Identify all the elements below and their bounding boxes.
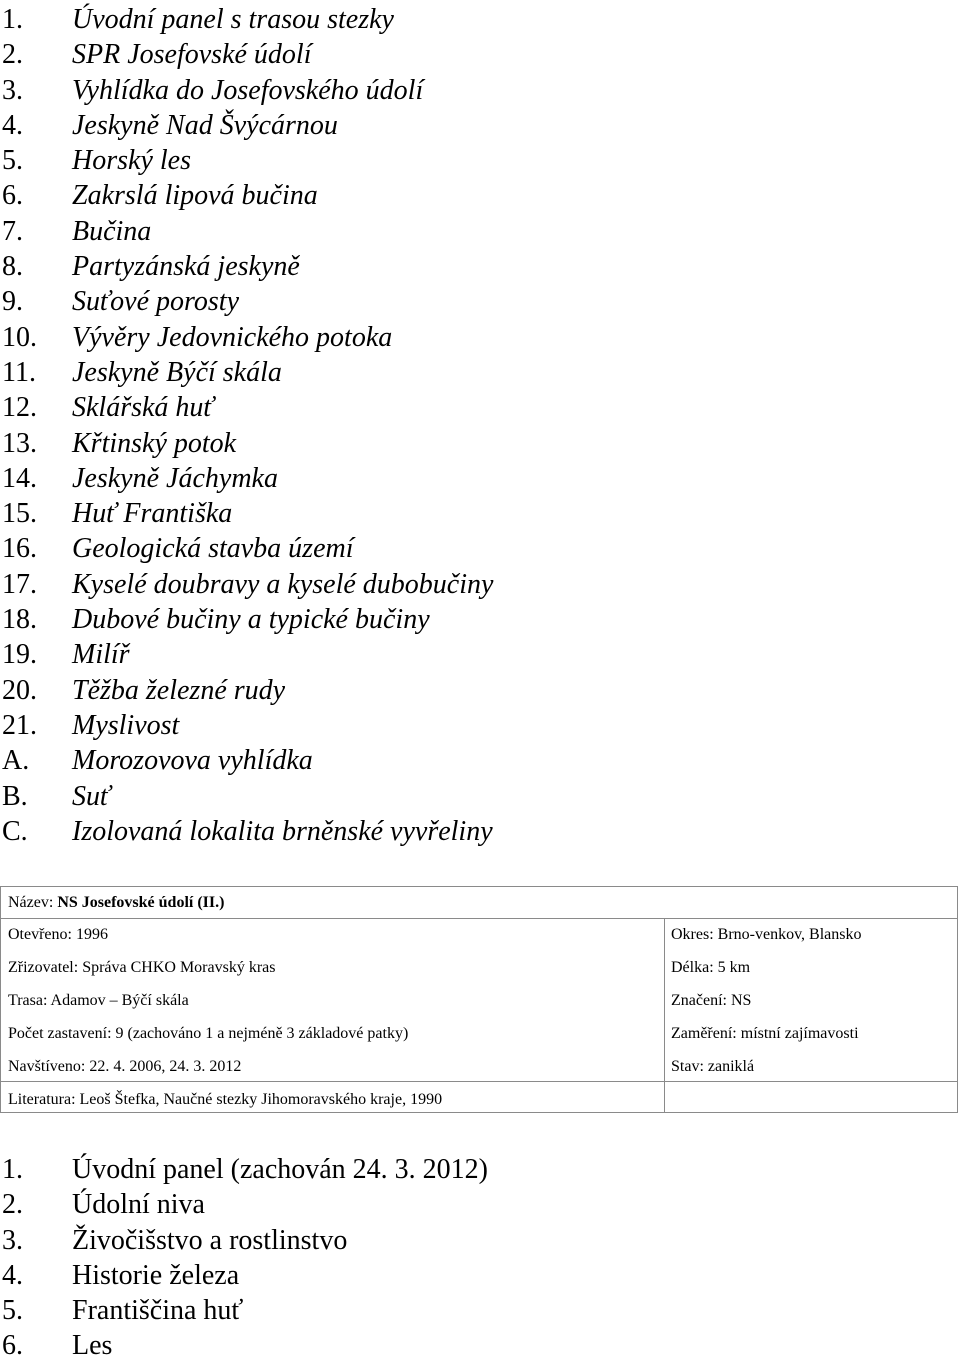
- list-item-text: Zakrslá lipová bučina: [72, 180, 318, 212]
- list-item-text: Úvodní panel (zachován 24. 3. 2012): [72, 1154, 488, 1185]
- list-item-number: 8.: [2, 251, 23, 283]
- list-item-text: Suťové porosty: [72, 286, 240, 318]
- list-item-text: Údolní niva: [72, 1189, 205, 1221]
- list-item-text: Historie železa: [72, 1259, 240, 1291]
- list-item-number: 12.: [2, 392, 37, 424]
- list-item-number: 15.: [2, 498, 37, 530]
- list-item-number: 2.: [2, 39, 23, 71]
- list-item-text: Dubové bučiny a typické bučiny: [72, 604, 430, 636]
- list-item-number: 13.: [2, 427, 37, 459]
- list-item-text: Horský les: [72, 145, 191, 177]
- list-item-text: Geologická stavba území: [72, 533, 354, 565]
- list-item-number: 5.: [2, 1295, 23, 1327]
- table-empty-cell: [664, 1081, 958, 1113]
- list-item-text: Jeskyně Jáchymka: [72, 462, 278, 494]
- list-item-number: 10.: [2, 321, 37, 353]
- list-item-number: 6.: [2, 180, 23, 212]
- list-item-text: Myslivost: [72, 709, 180, 741]
- list-item-text: Vývěry Jedovnického potoka: [72, 321, 393, 353]
- list-item-number: 16.: [2, 533, 37, 565]
- list-item-number: 1.: [2, 4, 23, 35]
- list-item-number: 11.: [2, 356, 36, 388]
- visited-field: Navštíveno: 22. 4. 2006, 24. 3. 2012: [8, 1058, 242, 1075]
- list-item-number: 4.: [2, 109, 23, 141]
- length-field: Délka: 5 km: [671, 959, 751, 976]
- list-item-number: 7.: [2, 215, 23, 247]
- list-item-text: Suť: [72, 780, 111, 812]
- list-item-number: C.: [2, 815, 28, 847]
- list-item-number: B.: [2, 780, 28, 812]
- list-item-text: Františčina huť: [72, 1295, 244, 1327]
- list-item-text: Partyzánská jeskyně: [72, 251, 300, 283]
- marking-field: Značení: NS: [671, 992, 752, 1009]
- list-item-number: 1.: [2, 1154, 23, 1185]
- literature-field: Literatura: Leoš Štefka, Naučné stezky Jihomoravského kraje, 1990: [8, 1091, 443, 1108]
- list-item-text: Les: [72, 1330, 113, 1362]
- route-field: Trasa: Adamov – Býčí skála: [8, 992, 189, 1009]
- list-item-text: Úvodní panel s trasou stezky: [72, 4, 394, 35]
- status-field: Stav: zaniklá: [671, 1058, 755, 1075]
- list-item-number: 3.: [2, 74, 23, 106]
- list-item-text: Izolovaná lokalita brněnské vyvřeliny: [72, 815, 493, 847]
- list-item-text: Sklářská huť: [72, 392, 214, 424]
- list-item-text: Vyhlídka do Josefovského údolí: [72, 74, 424, 106]
- list-item-number: 19.: [2, 639, 37, 671]
- list-item-number: 5.: [2, 145, 23, 177]
- list-item-number: 17.: [2, 568, 37, 600]
- list-item-text: Milíř: [72, 639, 130, 671]
- list-item-number: 4.: [2, 1259, 23, 1291]
- list-item-text: Jeskyně Nad Švýcárnou: [72, 109, 338, 141]
- stops-count-field: Počet zastavení: 9 (zachováno 1 a nejméně 3 základové patky): [8, 1025, 409, 1042]
- list-item-text: Těžba železné rudy: [72, 674, 286, 706]
- list-item-number: 6.: [2, 1330, 23, 1362]
- trail-name-value: NS Josefovské údolí (II.): [57, 894, 225, 911]
- list-item-number: 18.: [2, 604, 37, 636]
- list-item-text: SPR Josefovské údolí: [72, 39, 312, 71]
- opened-field: Otevřeno: 1996: [8, 926, 108, 943]
- trail-name: [8, 893, 224, 913]
- list-item-text: Živočišstvo a rostlinstvo: [72, 1224, 348, 1256]
- list-item-number: A.: [2, 745, 30, 777]
- trail-info-table: [0, 886, 958, 1113]
- focus-field: Zaměření: místní zajímavosti: [671, 1025, 859, 1042]
- trail-name-label: Název:: [8, 894, 58, 911]
- district-field: Okres: Brno-venkov, Blansko: [671, 926, 862, 943]
- founder-field: Zřizovatel: Správa CHKO Moravský kras: [8, 959, 276, 976]
- list-item-number: 21.: [2, 709, 37, 741]
- list-item-number: 20.: [2, 674, 37, 706]
- list-item-text: Křtinský potok: [72, 427, 237, 459]
- list-item-text: Kyselé doubravy a kyselé dubobučiny: [72, 568, 494, 600]
- list-item-number: 14.: [2, 462, 37, 494]
- list-item-text: Huť Františka: [72, 498, 233, 530]
- list-item-text: Bučina: [72, 215, 152, 247]
- list-item-number: 2.: [2, 1189, 23, 1221]
- list-item-number: 3.: [2, 1224, 23, 1256]
- list-item-text: Morozovova vyhlídka: [72, 745, 313, 777]
- table-title-row: [0, 886, 958, 919]
- list-item-text: Jeskyně Býčí skála: [72, 356, 282, 388]
- list-item-number: 9.: [2, 286, 23, 318]
